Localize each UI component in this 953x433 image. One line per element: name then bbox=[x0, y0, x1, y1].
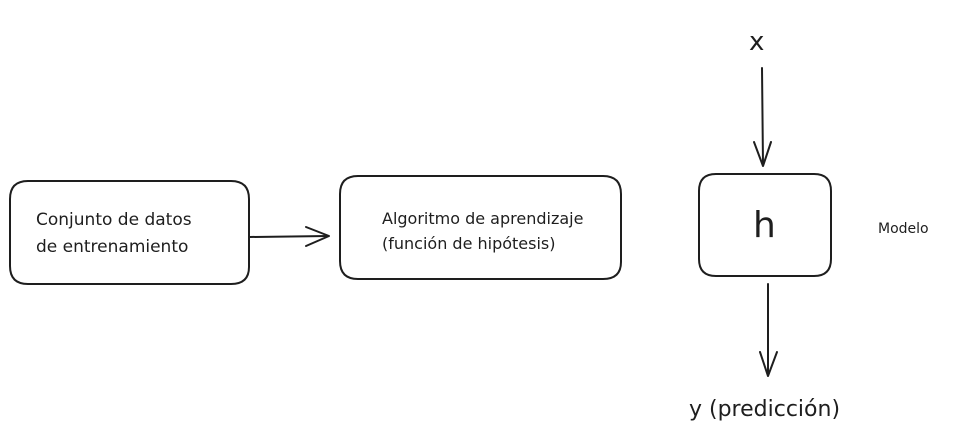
model-caption: Modelo bbox=[878, 221, 929, 237]
training-dataset-node[interactable] bbox=[10, 181, 249, 284]
training-dataset-label-line1: Conjunto de datos bbox=[36, 210, 192, 230]
arrow-input-to-model bbox=[754, 68, 771, 166]
training-dataset-label-line2: de entrenamiento bbox=[36, 237, 189, 257]
training-dataset-box bbox=[10, 181, 249, 284]
learning-algorithm-label-line1: Algoritmo de aprendizaje bbox=[382, 209, 584, 228]
learning-algorithm-label-line2: (función de hipótesis) bbox=[382, 234, 556, 253]
output-prediction-label: y (predicción) bbox=[689, 397, 841, 422]
model-h-label: h bbox=[753, 205, 776, 246]
arrow-dataset-to-algorithm bbox=[250, 227, 329, 246]
arrow-model-to-output bbox=[760, 284, 777, 376]
model-h-node[interactable] bbox=[699, 174, 831, 276]
learning-algorithm-node[interactable] bbox=[340, 176, 621, 279]
input-x-label: x bbox=[749, 27, 765, 57]
